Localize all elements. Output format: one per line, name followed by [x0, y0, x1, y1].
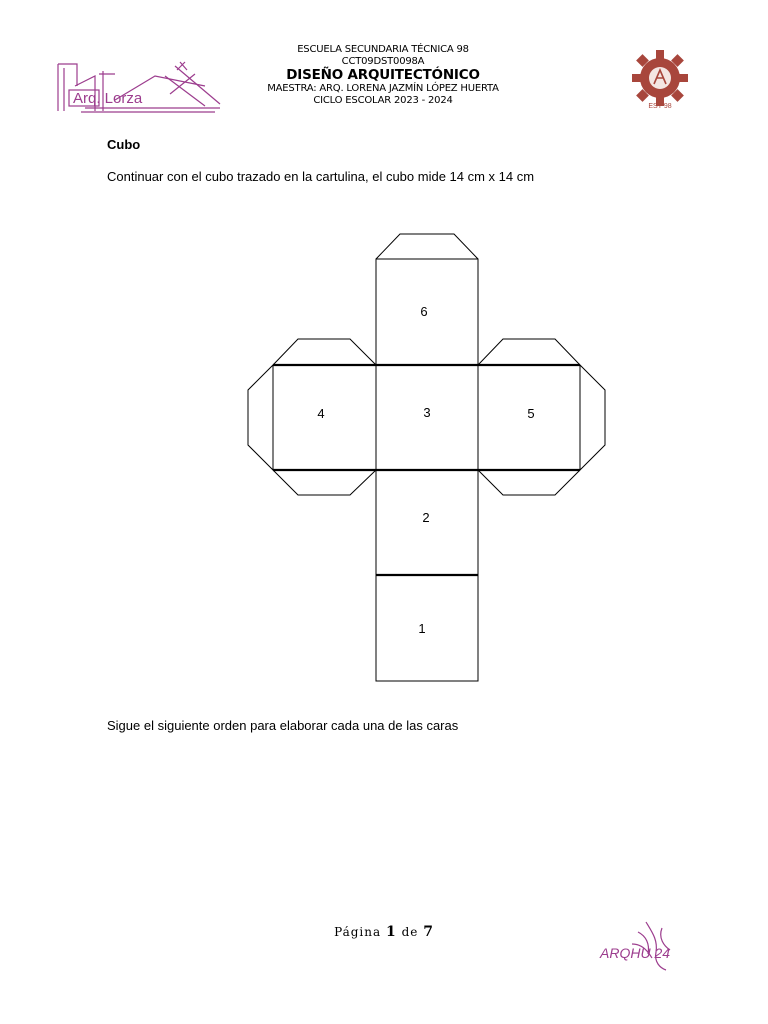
- flap-4-bottom: [273, 470, 376, 495]
- flap-5-bottom: [478, 470, 580, 495]
- face-label-5: 5: [527, 406, 535, 421]
- teacher-name: MAESTRA: ARQ. LORENA JAZMÍN LÓPEZ HUERTA: [267, 83, 499, 94]
- left-logo-text: Arq. Lorza: [73, 90, 143, 107]
- flap-top: [376, 234, 478, 259]
- face-label-2: 2: [422, 510, 430, 525]
- school-name: ESCUELA SECUNDARIA TÉCNICA 98: [297, 44, 469, 55]
- instruction-text: Continuar con el cubo trazado en la cartulina, el cubo mide 14 cm x 14 cm: [107, 169, 535, 184]
- current-page: 1: [385, 924, 397, 940]
- face-label-1: 1: [418, 621, 426, 636]
- section-title: Cubo: [107, 137, 141, 152]
- signature-text: ARQHU 24: [600, 945, 671, 961]
- course-title: DISEÑO ARQUITECTÓNICO: [286, 67, 480, 83]
- face-1: [376, 575, 478, 681]
- order-instruction-text: Sigue el siguiente orden para elaborar cada una de las caras: [107, 718, 459, 733]
- page-word: Página: [334, 925, 382, 939]
- school-year: CICLO ESCOLAR 2023 - 2024: [313, 95, 453, 106]
- face-label-3: 3: [423, 405, 431, 420]
- signature-logo: [596, 918, 700, 974]
- face-label-4: 4: [317, 406, 325, 421]
- flap-4-left: [248, 365, 273, 470]
- cct-code: CCT09DST0098A: [341, 56, 425, 67]
- face-label-6: 6: [420, 304, 428, 319]
- total-pages: 7: [423, 924, 434, 940]
- of-word: de: [401, 925, 419, 939]
- flap-4-top: [273, 339, 376, 365]
- flap-5-right: [580, 365, 605, 470]
- seal-text: EST 98: [648, 103, 672, 110]
- flap-5-top: [478, 339, 580, 365]
